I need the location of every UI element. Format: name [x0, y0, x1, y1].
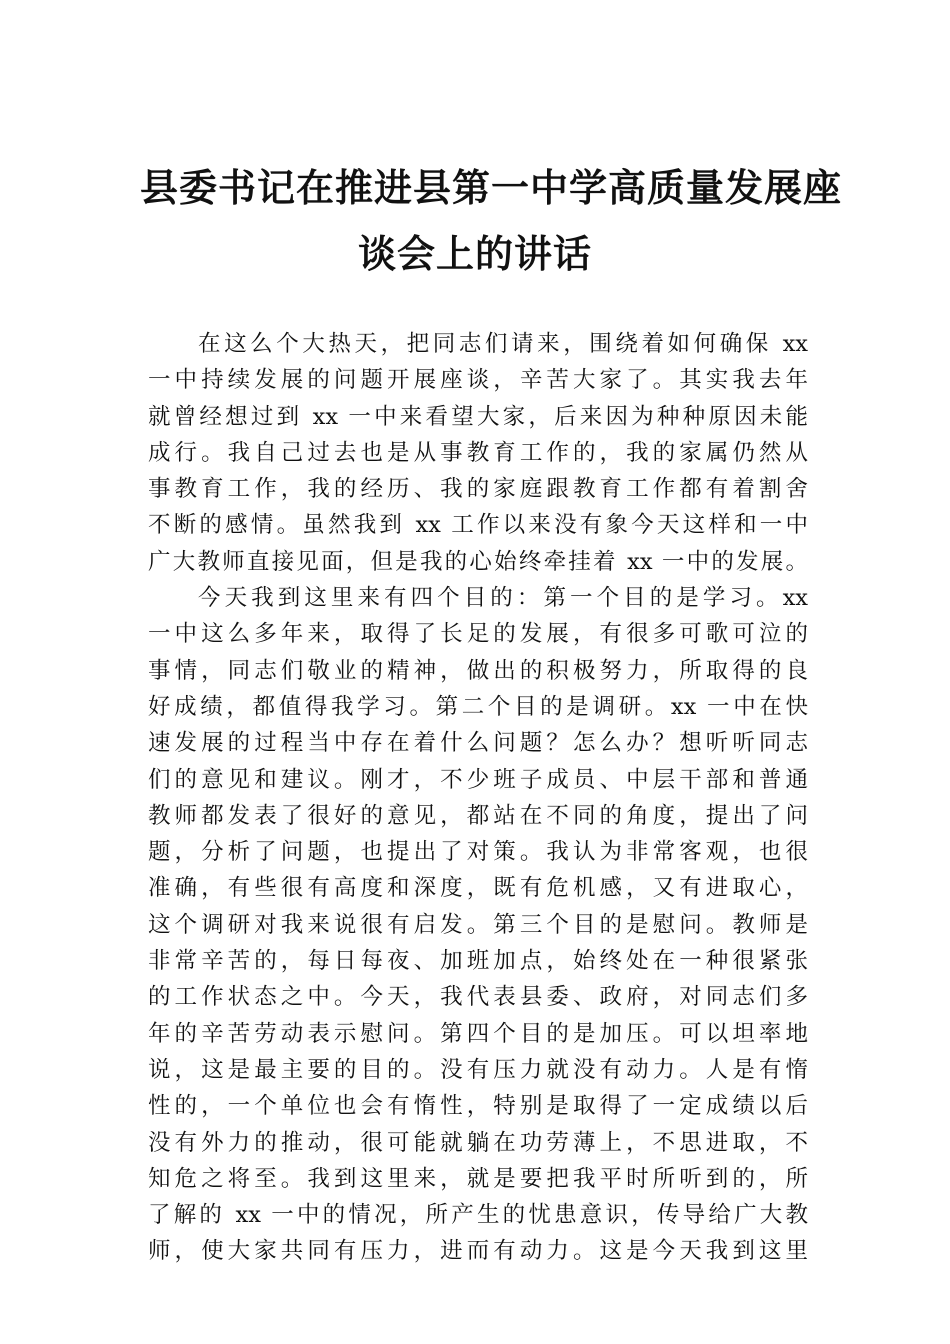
paragraph-2-line: 教师都发表了很好的意见，都站在不同的角度，提出了问 — [148, 802, 808, 829]
paragraph-1-line: 就曾经想过到 xx 一中来看望大家，后来因为种种原因未能 — [148, 403, 808, 430]
paragraph-2-line: 性的，一个单位也会有惰性，特别是取得了一定成绩以后 — [148, 1093, 808, 1120]
paragraph-2-line: 一中这么多年来，取得了长足的发展，有很多可歌可泣的 — [148, 621, 808, 648]
paragraph-1-line: 广大教师直接见面，但是我的心始终牵挂着 xx 一中的发展。 — [148, 548, 808, 575]
paragraph-2-line: 没有外力的推动，很可能就躺在功劳薄上，不思进取，不 — [148, 1129, 808, 1156]
paragraph-1-line: 不断的感情。虽然我到 xx 工作以来没有象今天这样和一中 — [148, 512, 808, 539]
paragraph-2-line: 非常辛苦的，每日每夜、加班加点，始终处在一种很紧张 — [148, 948, 808, 975]
paragraph-2-line: 事情，同志们敬业的精神，做出的积极努力，所取得的良 — [148, 657, 808, 684]
paragraph-2-line: 这个调研对我来说很有启发。第三个目的是慰问。教师是 — [148, 911, 808, 938]
paragraph-1-line: 在这么个大热天，把同志们请来，围绕着如何确保 xx — [198, 331, 808, 357]
paragraph-1-line: 事教育工作，我的经历、我的家庭跟教育工作都有着割舍 — [148, 476, 808, 503]
paragraph-2-line: 说，这是最主要的目的。没有压力就没有动力。人是有惰 — [148, 1056, 808, 1083]
paragraph-1-line: 成行。我自己过去也是从事教育工作的，我的家属仍然从 — [148, 439, 808, 466]
paragraph-2-line: 师，使大家共同有压力，进而有动力。这是今天我到这里 — [148, 1238, 808, 1265]
paragraph-2-line: 好成绩，都值得我学习。第二个目的是调研。xx 一中在快 — [148, 693, 808, 720]
paragraph-2-line: 准确，有些很有高度和深度，既有危机感，又有进取心， — [148, 875, 808, 902]
paragraph-2-line: 的工作状态之中。今天，我代表县委、政府，对同志们多 — [148, 984, 808, 1011]
paragraph-2-line: 题，分析了问题，也提出了对策。我认为非常客观，也很 — [148, 839, 808, 866]
document-title-line-2: 谈会上的讲话 — [357, 232, 592, 276]
paragraph-2-line: 们的意见和建议。刚才，不少班子成员、中层干部和普通 — [148, 766, 808, 793]
paragraph-2-line: 了解的 xx 一中的情况，所产生的忧患意识，传导给广大教 — [148, 1202, 808, 1229]
paragraph-2-line: 速发展的过程当中存在着什么问题？怎么办？想听听同志 — [148, 730, 808, 757]
document-body — [148, 326, 808, 1270]
paragraph-2-line: 年的辛苦劳动表示慰问。第四个目的是加压。可以坦率地 — [148, 1020, 808, 1047]
paragraph-1-line: 一中持续发展的问题开展座谈，辛苦大家了。其实我去年 — [148, 367, 808, 394]
document-title-line-1: 县委书记在推进县第一中学高质量发展座 — [140, 166, 843, 210]
paragraph-2-line: 知危之将至。我到这里来，就是要把我平时所听到的，所 — [148, 1165, 808, 1192]
paragraph-2-line: 今天我到这里来有四个目的：第一个目的是学习。xx — [198, 585, 808, 612]
